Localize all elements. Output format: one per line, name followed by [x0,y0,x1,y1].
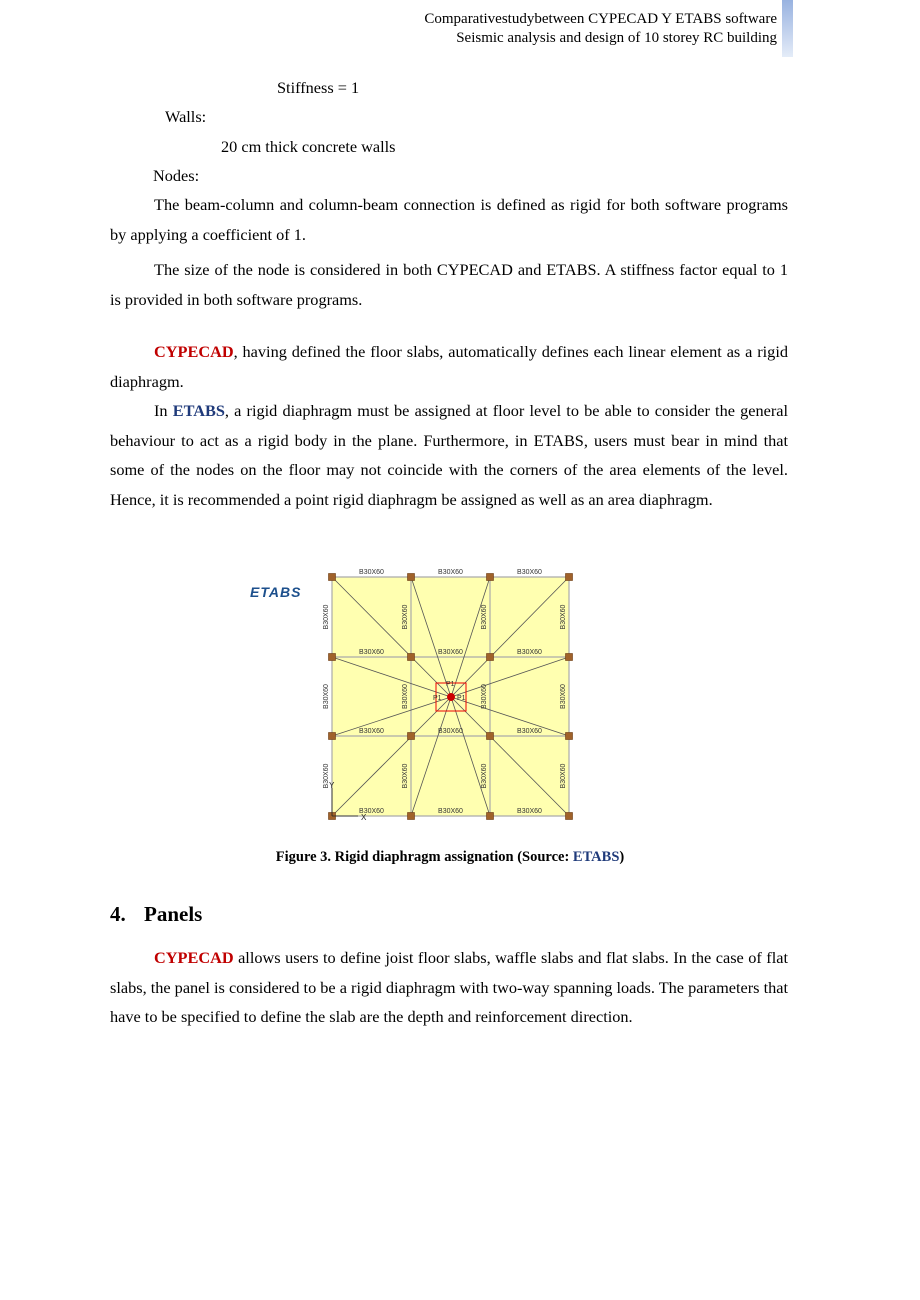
column-node [566,813,573,820]
column-node [329,574,336,581]
beam-label: B30X60 [359,808,384,815]
column-node [408,813,415,820]
paragraph-text: allows users to define joist floor slabs, waffle slabs and flat slabs. In the case of flat slabs, the panel is considered to be a rigid diaphragm with two-way spanning loads. The parameters that have to be specified to define the slab are the depth and reinforcement direction. [110,948,788,1026]
axis-x-label: X [361,813,367,822]
beam-label: B30X60 [359,728,384,735]
column-node [487,574,494,581]
beam-label: B30X60 [517,569,542,576]
beam-label: B30X60 [438,728,463,735]
column-node [566,574,573,581]
beam-label: B30X60 [359,649,384,656]
beam-label: B30X60 [438,649,463,656]
brand-cypecad: CYPECAD [154,342,234,361]
etabs-logo: ETABS [250,584,302,600]
beam-label: B30X60 [438,569,463,576]
beam-label: B30X60 [323,763,330,789]
beam-label: B30X60 [323,604,330,630]
beam-label: B30X60 [517,649,542,656]
beam-label: B30X60 [517,808,542,815]
center-of-mass-marker [447,693,455,701]
column-node [487,654,494,661]
paragraph-panels [110,943,788,1032]
column-node [329,733,336,740]
diaphragm-label: P1 [433,695,442,702]
beam-label: B30X60 [402,604,409,630]
rigid-diaphragm-figure [240,560,590,830]
column-node [408,654,415,661]
walls-description: 20 cm thick concrete walls [221,137,396,156]
diaphragm-label: P1 [446,681,455,688]
beam-label: B30X60 [402,684,409,709]
paragraph-text: , having defined the floor slabs, automatically defines each linear element as a rigid diaphragm. [110,342,788,391]
beam-label: B30X60 [402,763,409,789]
figure-caption [0,849,900,866]
brand-cypecad: CYPECAD [154,948,234,967]
paragraph-text: , a rigid diaphragm must be assigned at floor level to be able to consider the general behaviour to act as a rigid body in the plane. Furthermore, in ETABS, users must bear in mind that some of the nodes on the floor may not coincide with the corners of the area elements of the level. Hence, it is recommended a point rigid diaphragm be assigned as well as an area diaphragm. [110,401,789,509]
beam-label: B30X60 [481,684,488,709]
brand-etabs: ETABS [172,401,225,420]
beam-label: B30X60 [323,684,330,709]
paragraph-node-size: The size of the node is considered in both CYPECAD and ETABS. A stiffness factor equal to 1 is provided in both software programs. [110,260,788,309]
column-node [408,574,415,581]
section-number: 4. [110,902,126,926]
paragraph-etabs-diaphragm [110,396,788,514]
beam-label: B30X60 [481,763,488,789]
stiffness-line: Stiffness = 1 [277,78,360,97]
column-node [329,654,336,661]
beam-label: B30X60 [359,569,384,576]
diaphragm-label: P1 [457,695,466,702]
caption-text-end: ) [619,849,625,865]
nodes-heading: Nodes: [153,166,200,185]
paragraph-cypecad-diaphragm [110,337,788,396]
caption-brand: ETABS [572,849,620,865]
beam-label: B30X60 [560,684,567,709]
column-node [408,733,415,740]
axis-y-label: Y [329,781,335,790]
beam-label: B30X60 [517,728,542,735]
caption-text: Figure 3. Rigid diaphragm assignation (Source: [275,849,573,865]
beam-label: B30X60 [481,604,488,630]
column-node [487,733,494,740]
header-accent-bar [782,0,793,57]
running-header [424,10,777,48]
column-node [487,813,494,820]
beam-label: B30X60 [560,604,567,630]
header-line-1: Comparativestudybetween CYPECAD Y ETABS software [424,11,777,27]
header-line-2: Seismic analysis and design of 10 storey RC building [456,30,777,46]
section-heading [110,902,202,927]
beam-label: B30X60 [560,763,567,789]
column-node [566,733,573,740]
paragraph-connections: The beam-column and column-beam connection is defined as rigid for both software programs by applying a coefficient of 1. [110,195,788,244]
beam-label: B30X60 [438,808,463,815]
column-node [566,654,573,661]
walls-heading: Walls: [165,107,207,126]
paragraph-text: In [154,401,173,420]
section-title: Panels [144,902,203,926]
